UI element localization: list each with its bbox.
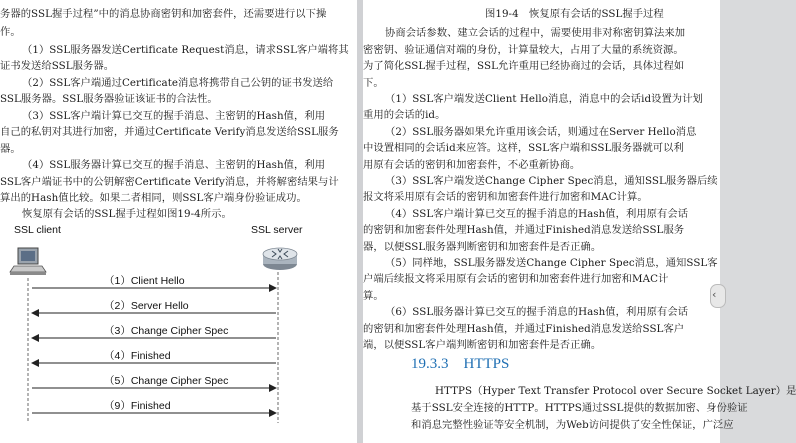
text-line: 下。: [363, 77, 384, 89]
right-page: [363, 0, 796, 443]
text-line: 自己的私钥对其进行加密，并通过Certificate Verify消息发送给SSL服务: [0, 126, 339, 138]
text-line: 恢复原有会话的SSL握手过程如图19-4所示。: [22, 208, 232, 220]
text-line: HTTPS（Hyper Text Transfer Protocol over Secure Socket Layer）是: [435, 385, 796, 397]
text-line: （1）SSL服务器发送Certificate Request消息，请求SSL客户端将其: [22, 44, 349, 56]
page-scroll-handle[interactable]: [710, 284, 726, 308]
message-label: （4）Finished: [104, 350, 171, 362]
text-line: 和消息完整性验证等安全机制，为Web访问提供了安全性保证，广泛应: [411, 419, 734, 431]
text-line: 器，以便SSL服务器判断密钥和加密套件是否正确。: [363, 241, 602, 253]
text-line: （1）SSL客户端发送Client Hello消息，消息中的会话id设置为计划: [385, 93, 703, 105]
text-line: （3）SSL客户端发送Change Cipher Spec消息，通知SSL服务器后续: [385, 175, 718, 187]
text-line: （2）SSL服务器如果允许重用该会话，则通过在Server Hello消息: [385, 126, 697, 138]
text-line: 端，以便SSL客户端判断密钥和加密套件是否正确。: [363, 339, 602, 351]
router-icon: [263, 248, 297, 270]
text-line: （3）SSL客户端计算已交互的握手消息、主密钥的Hash值，利用: [22, 110, 326, 122]
computer-icon: [10, 248, 46, 275]
text-line: 算。: [363, 290, 384, 302]
text-line: 证书发送给SSL服务器。: [0, 60, 115, 72]
text-line: 协商会话参数、建立会话的过程中，需要使用非对称密钥算法来加: [385, 27, 686, 39]
text-line: （4）SSL服务器计算已交互的握手消息、主密钥的Hash值，利用: [22, 159, 326, 171]
text-line: （6）SSL服务器计算已交互的握手消息的Hash值，利用原有会话: [385, 306, 689, 318]
text-line: 基于SSL安全连接的HTTP。HTTPS通过SSL提供的数据加密、身份验证: [411, 402, 748, 414]
client-label: SSL client: [14, 224, 61, 236]
message-label: （3）Change Cipher Spec: [104, 325, 229, 337]
text-line: SSL服务器。SSL服务器验证该证书的合法性。: [0, 93, 218, 105]
message-label: （1）Client Hello: [104, 275, 185, 287]
message-label: （5）Change Cipher Spec: [104, 375, 229, 387]
text-line: 用原有会话的密钥和加密套件，不必重新协商。: [363, 159, 581, 171]
message-label: （2）Server Hello: [104, 300, 189, 312]
figure-caption: 图19-4 恢复原有会话的SSL握手过程: [485, 8, 664, 20]
handshake-diagram: [0, 218, 357, 443]
text-line: 作。: [0, 26, 21, 38]
text-line: 的密钥和加密套件处理Hash值，并通过Finished消息发送给SSL服务: [363, 224, 685, 236]
text-line: 为了简化SSL握手过程，SSL允许重用已经协商过的会话，具体过程如: [363, 60, 685, 72]
text-line: 报文将采用原有会话的密钥和加密套件进行加密和MAC计算。: [363, 191, 648, 203]
text-line: （5）同样地，SSL服务器发送Change Cipher Spec消息，通知SSL客: [385, 257, 718, 269]
text-line: （2）SSL客户端通过Certificate消息将携带自己公钥的证书发送给: [22, 77, 334, 89]
chevron-left-icon: ‹: [712, 288, 717, 301]
text-line: 务器的SSL握手过程”中的消息协商密钥和加密套件，还需要进行以下操: [0, 8, 327, 20]
text-line: （4）SSL客户端计算已交互的握手消息的Hash值，利用原有会话: [385, 208, 689, 220]
text-line: 器。: [0, 143, 21, 155]
section-heading: 19.3.3 HTTPS: [411, 356, 510, 372]
server-label: SSL server: [251, 224, 303, 236]
text-line: SSL客户端证书中的公钥解密Certificate Verify消息，并将解密结果与计: [0, 176, 339, 188]
text-line: 密密钥、验证通信对端的身份，计算量较大，占用了大量的系统资源。: [363, 44, 684, 56]
text-line: 户端后续报文将采用原有会话的密钥和加密套件进行加密和MAC计: [363, 273, 669, 285]
message-label: （9）Finished: [104, 400, 171, 412]
left-page: [0, 0, 357, 443]
text-line: 重用的会话的id。: [363, 109, 446, 121]
text-line: 算出的Hash值比较。如果二者相同，则SSL客户端身份验证成功。: [0, 192, 307, 204]
text-line: 的密钥和加密套件处理Hash值，并通过Finished消息发送给SSL客户: [363, 323, 685, 335]
text-line: 中设置相同的会话id来应答。这样，SSL客户端和SSL服务器就可以利: [363, 142, 684, 154]
